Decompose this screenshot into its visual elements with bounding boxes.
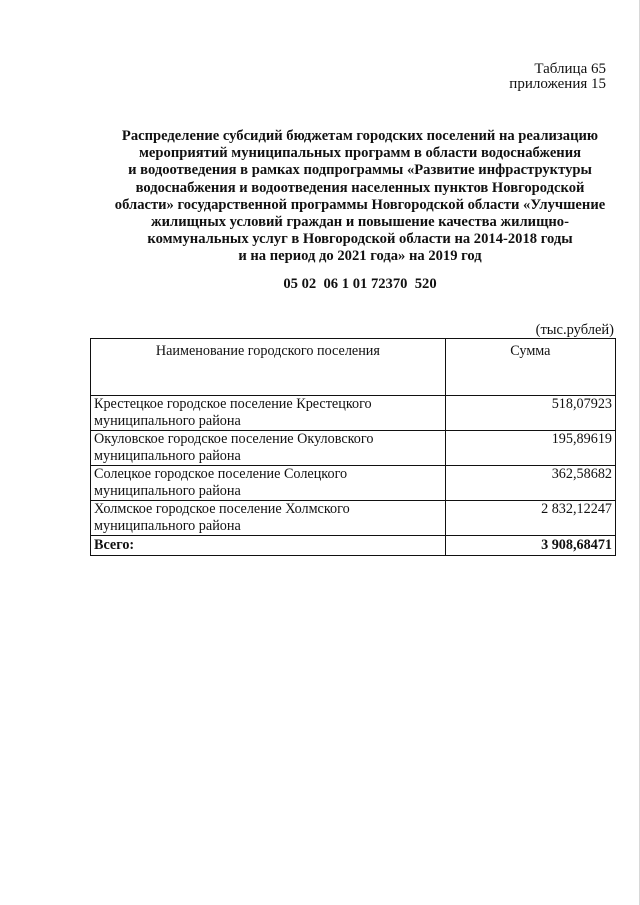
total-label: Всего:: [91, 536, 446, 556]
table-reference: [509, 62, 606, 92]
title-line: коммунальных услуг в Новгородской области на 2014-2018 годы: [147, 231, 573, 248]
title-line: водоснабжения и водоотведения населенных пунктов Новгородской: [135, 179, 585, 196]
total-row: [91, 536, 616, 556]
table-row: [91, 431, 616, 466]
settlement-sum: 518,07923: [445, 396, 615, 431]
settlement-sum: 195,89619: [445, 431, 615, 466]
subsidy-table: [90, 338, 616, 556]
appendix-number: приложения 15: [509, 76, 606, 92]
column-header-sum: Сумма: [445, 339, 615, 396]
settlement-name: Окуловское городское поселение Окуловского муниципального района: [91, 431, 446, 466]
title-line: и на период до 2021 года» на 2019 год: [238, 248, 482, 265]
table-row: [91, 466, 616, 501]
title-line: Распределение субсидий бюджетам городских поселений на реализацию: [121, 128, 599, 144]
budget-classification-code: 05 02 06 1 01 72370 520: [283, 276, 437, 292]
settlement-name: Крестецкое городское поселение Крестецкого муниципального района: [91, 396, 446, 431]
units-label: (тыс.рублей): [535, 322, 614, 338]
table-row: [91, 501, 616, 536]
document-title: [80, 128, 640, 266]
title-line: мероприятий муниципальных программ в области водоснабжения: [138, 145, 582, 162]
title-line: области» государственной программы Новгородской области «Улучшение: [114, 196, 606, 213]
table-row: [91, 396, 616, 431]
table-header-row: [91, 339, 616, 396]
table-number: Таблица 65: [534, 61, 606, 77]
column-header-name: Наименование городского поселения: [91, 339, 446, 396]
settlement-name: Солецкое городское поселение Солецкого муниципального района: [91, 466, 446, 501]
settlement-sum: 2 832,12247: [445, 501, 615, 536]
total-sum: 3 908,68471: [445, 536, 615, 556]
settlement-sum: 362,58682: [445, 466, 615, 501]
title-line: и водоотведения в рамках подпрограммы «Развитие инфраструктуры: [128, 162, 592, 179]
title-line: жилищных условий граждан и повышение качества жилищно-: [151, 214, 569, 231]
settlement-name: Холмское городское поселение Холмского муниципального района: [91, 501, 446, 536]
